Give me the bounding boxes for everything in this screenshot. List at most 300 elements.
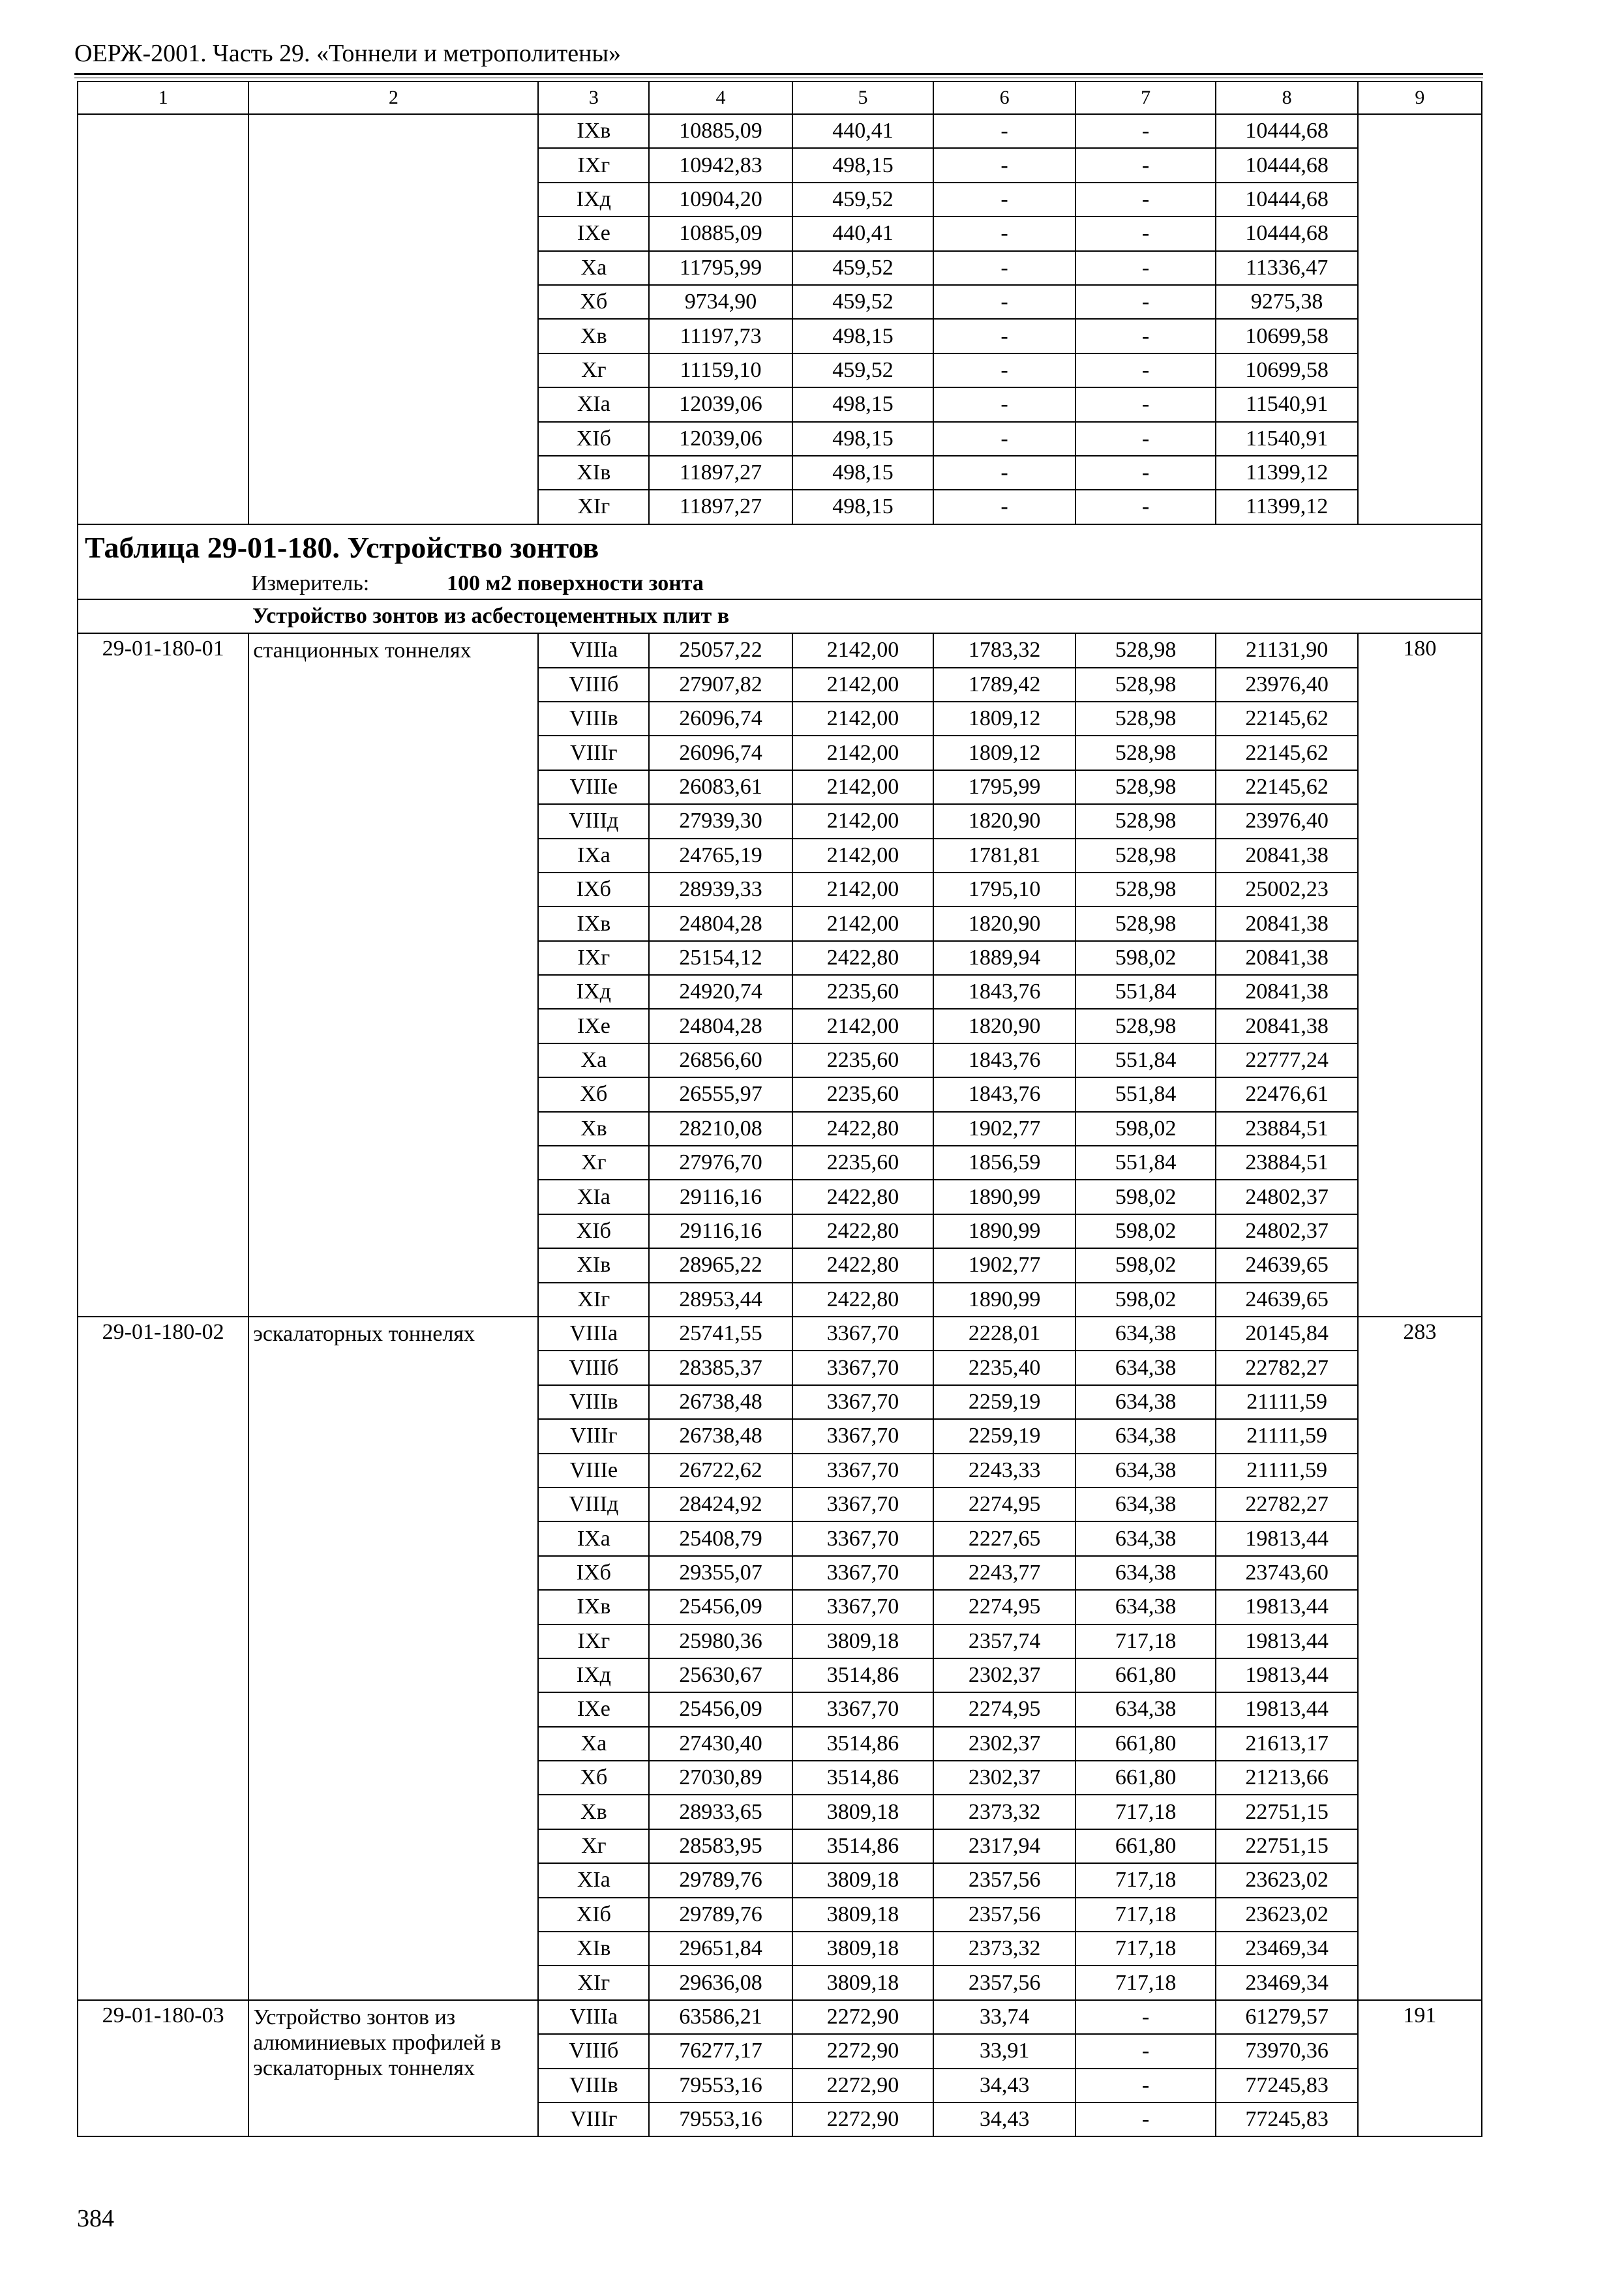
table-cell: 26096,74	[649, 736, 792, 770]
table-cell: 21131,90	[1216, 633, 1358, 667]
table-cell: 598,02	[1075, 1180, 1216, 1214]
subsection-row	[78, 599, 1482, 633]
column-number: 8	[1216, 82, 1358, 114]
table-cell: 717,18	[1075, 1966, 1216, 1999]
table-cell: 2235,40	[933, 1351, 1075, 1384]
column-number: 5	[792, 82, 934, 114]
table-cell: 528,98	[1075, 873, 1216, 906]
table-cell: -	[1075, 2069, 1216, 2102]
table-cell: 29116,16	[649, 1180, 792, 1214]
table-cell: 459,52	[792, 353, 934, 387]
table-cell: 73970,36	[1216, 2034, 1358, 2068]
table-cell: VIIIе	[538, 1454, 649, 1488]
table-cell: 2272,90	[792, 2069, 934, 2102]
blank-cell	[78, 114, 248, 524]
table-row	[78, 2000, 1482, 2034]
table-cell: -	[1075, 319, 1216, 353]
table-cell: 11399,12	[1216, 456, 1358, 490]
table-cell: 598,02	[1075, 1283, 1216, 1317]
table-cell: 19813,44	[1216, 1521, 1358, 1555]
table-cell: VIIIа	[538, 633, 649, 667]
table-cell: IXд	[538, 975, 649, 1009]
table-cell: 2422,80	[792, 941, 934, 975]
table-cell: VIIIа	[538, 2000, 649, 2034]
table-cell: VIIIб	[538, 1351, 649, 1384]
table-cell: 1820,90	[933, 804, 1075, 838]
header-rule	[74, 73, 1483, 75]
table-cell: -	[1075, 251, 1216, 285]
table-cell: 29636,08	[649, 1966, 792, 1999]
table-cell: Xб	[538, 1761, 649, 1795]
table-cell: 528,98	[1075, 668, 1216, 702]
table-cell: 22145,62	[1216, 736, 1358, 770]
table-cell: 79553,16	[649, 2069, 792, 2102]
table-cell: 551,84	[1075, 1146, 1216, 1180]
table-cell: 3367,70	[792, 1692, 934, 1726]
table-cell: 34,43	[933, 2102, 1075, 2136]
table-cell: -	[1075, 490, 1216, 524]
blank-cell	[248, 114, 538, 524]
table-cell: Xг	[538, 1146, 649, 1180]
table-cell: 11540,91	[1216, 422, 1358, 456]
table-cell: 2259,19	[933, 1419, 1075, 1453]
table-cell: 20841,38	[1216, 906, 1358, 940]
table-cell: 26096,74	[649, 702, 792, 736]
table-cell: 29789,76	[649, 1898, 792, 1932]
table-cell: 27976,70	[649, 1146, 792, 1180]
table-cell: 661,80	[1075, 1829, 1216, 1863]
table-cell: VIIIа	[538, 1317, 649, 1351]
table-cell: 34,43	[933, 2069, 1075, 2102]
table-cell: 11897,27	[649, 490, 792, 524]
table-cell: XIг	[538, 1283, 649, 1317]
column-number: 6	[933, 82, 1075, 114]
table-cell: 2272,90	[792, 2102, 934, 2136]
table-cell: 76277,17	[649, 2034, 792, 2068]
table-cell: 10444,68	[1216, 114, 1358, 148]
table-cell: 10699,58	[1216, 319, 1358, 353]
table-cell: 1889,94	[933, 941, 1075, 975]
table-cell: 3367,70	[792, 1556, 934, 1590]
table-cell: 11540,91	[1216, 387, 1358, 421]
table-cell: 19813,44	[1216, 1658, 1358, 1692]
table-cell: 2422,80	[792, 1180, 934, 1214]
table-cell: 28953,44	[649, 1283, 792, 1317]
table-cell: 26856,60	[649, 1043, 792, 1077]
table-row	[78, 1317, 1482, 1351]
table-cell: 634,38	[1075, 1556, 1216, 1590]
table-cell: 24802,37	[1216, 1180, 1358, 1214]
table-cell: 29651,84	[649, 1932, 792, 1966]
table-cell: 661,80	[1075, 1727, 1216, 1761]
table-cell: 2373,32	[933, 1932, 1075, 1966]
table-cell: 2142,00	[792, 873, 934, 906]
table-cell: IXг	[538, 941, 649, 975]
table-cell: VIIIд	[538, 1488, 649, 1521]
table-cell: VIIIб	[538, 668, 649, 702]
table-cell: 2142,00	[792, 736, 934, 770]
table-cell: 634,38	[1075, 1692, 1216, 1726]
table-cell: 2302,37	[933, 1727, 1075, 1761]
measure-line	[78, 566, 1481, 599]
table-cell: 634,38	[1075, 1488, 1216, 1521]
table-cell: 1820,90	[933, 906, 1075, 940]
table-cell: 528,98	[1075, 839, 1216, 873]
table-cell: 25630,67	[649, 1658, 792, 1692]
table-cell: 551,84	[1075, 1043, 1216, 1077]
table-cell: 2272,90	[792, 2000, 934, 2034]
table-cell: Xа	[538, 251, 649, 285]
table-cell: 24920,74	[649, 975, 792, 1009]
table-cell: -	[933, 148, 1075, 182]
table-cell: 2357,74	[933, 1624, 1075, 1658]
table-cell: 10444,68	[1216, 183, 1358, 217]
table-cell: IXг	[538, 148, 649, 182]
table-cell: 459,52	[792, 285, 934, 319]
table-cell: IXв	[538, 114, 649, 148]
table-cell: 11336,47	[1216, 251, 1358, 285]
table-cell: 3809,18	[792, 1795, 934, 1829]
table-cell: 3809,18	[792, 1966, 934, 1999]
table-cell: Xа	[538, 1043, 649, 1077]
table-cell: -	[1075, 2102, 1216, 2136]
table-cell: 528,98	[1075, 633, 1216, 667]
table-cell: -	[933, 217, 1075, 250]
table-cell: 1843,76	[933, 1043, 1075, 1077]
table-cell: -	[1075, 148, 1216, 182]
table-cell: 21111,59	[1216, 1419, 1358, 1453]
table-cell: 2235,60	[792, 1043, 934, 1077]
table-cell: 20841,38	[1216, 975, 1358, 1009]
table-cell: 634,38	[1075, 1454, 1216, 1488]
table-cell: 20841,38	[1216, 1009, 1358, 1043]
column-number: 3	[538, 82, 649, 114]
table-cell: -	[1075, 114, 1216, 148]
table-cell: 551,84	[1075, 975, 1216, 1009]
table-cell: IXе	[538, 217, 649, 250]
table-cell: 3809,18	[792, 1863, 934, 1897]
table-cell: 551,84	[1075, 1077, 1216, 1111]
table-cell: Xа	[538, 1727, 649, 1761]
table-cell: 3367,70	[792, 1590, 934, 1624]
table-cell: 2235,60	[792, 1146, 934, 1180]
table-cell: 22145,62	[1216, 702, 1358, 736]
table-cell: 3809,18	[792, 1932, 934, 1966]
column-number-row	[78, 82, 1482, 114]
column-number: 7	[1075, 82, 1216, 114]
table-cell: 23623,02	[1216, 1898, 1358, 1932]
table-cell: 498,15	[792, 148, 934, 182]
rate-description: станционных тоннелях	[248, 633, 538, 1317]
table-cell: 3514,86	[792, 1727, 934, 1761]
table-cell: -	[933, 114, 1075, 148]
table-cell: 2142,00	[792, 668, 934, 702]
table-cell: XIг	[538, 490, 649, 524]
table-cell: 79553,16	[649, 2102, 792, 2136]
table-cell: 26738,48	[649, 1385, 792, 1419]
table-cell: -	[933, 387, 1075, 421]
rate-description: эскалаторных тоннелях	[248, 1317, 538, 2000]
table-cell: VIIIд	[538, 804, 649, 838]
table-cell: 2274,95	[933, 1488, 1075, 1521]
table-cell: IXд	[538, 183, 649, 217]
table-cell: 661,80	[1075, 1761, 1216, 1795]
table-cell: 22145,62	[1216, 770, 1358, 804]
table-cell: 1781,81	[933, 839, 1075, 873]
table-cell: 77245,83	[1216, 2069, 1358, 2102]
table-cell: 21213,66	[1216, 1761, 1358, 1795]
table-cell: 10885,09	[649, 217, 792, 250]
table-cell: 498,15	[792, 319, 934, 353]
table-cell: 22476,61	[1216, 1077, 1358, 1111]
table-cell: 29116,16	[649, 1214, 792, 1248]
table-cell: 26722,62	[649, 1454, 792, 1488]
table-cell: 717,18	[1075, 1863, 1216, 1897]
table-cell: 661,80	[1075, 1658, 1216, 1692]
table-cell: XIб	[538, 1898, 649, 1932]
table-cell: 1843,76	[933, 1077, 1075, 1111]
table-cell: VIIIг	[538, 1419, 649, 1453]
table-cell: 528,98	[1075, 906, 1216, 940]
table-cell: 634,38	[1075, 1590, 1216, 1624]
table-cell: IXе	[538, 1009, 649, 1043]
table-cell: 10699,58	[1216, 353, 1358, 387]
table-cell: 23884,51	[1216, 1112, 1358, 1146]
table-row	[78, 114, 1482, 148]
table-cell: 498,15	[792, 456, 934, 490]
table-cell: -	[1075, 2034, 1216, 2068]
table-cell: 2317,94	[933, 1829, 1075, 1863]
table-cell: 27430,40	[649, 1727, 792, 1761]
table-cell: 634,38	[1075, 1317, 1216, 1351]
table-cell: 1856,59	[933, 1146, 1075, 1180]
table-cell: 2142,00	[792, 839, 934, 873]
table-cell: VIIIв	[538, 2069, 649, 2102]
table-title-cell	[78, 524, 1482, 600]
table-cell: 1783,32	[933, 633, 1075, 667]
table-cell: XIв	[538, 1932, 649, 1966]
table-cell: 27939,30	[649, 804, 792, 838]
table-cell: 28933,65	[649, 1795, 792, 1829]
table-cell: XIв	[538, 456, 649, 490]
table-cell: 528,98	[1075, 804, 1216, 838]
table-cell: 10444,68	[1216, 217, 1358, 250]
table-cell: 19813,44	[1216, 1692, 1358, 1726]
table-cell: Xв	[538, 1112, 649, 1146]
table-cell: XIб	[538, 422, 649, 456]
rate-col9: 191	[1358, 2000, 1482, 2137]
table-cell: 3809,18	[792, 1624, 934, 1658]
table-cell: VIIIб	[538, 2034, 649, 2068]
table-cell: 29789,76	[649, 1863, 792, 1897]
price-table-body	[78, 82, 1482, 2136]
table-cell: -	[933, 422, 1075, 456]
table-cell: XIб	[538, 1214, 649, 1248]
table-cell: 27030,89	[649, 1761, 792, 1795]
table-cell: VIIIв	[538, 1385, 649, 1419]
table-cell: 2274,95	[933, 1692, 1075, 1726]
table-row	[78, 633, 1482, 667]
rate-code: 29-01-180-03	[78, 2000, 248, 2137]
price-table	[77, 81, 1482, 2137]
table-cell: 2142,00	[792, 1009, 934, 1043]
table-cell: VIIIв	[538, 702, 649, 736]
table-cell: 9275,38	[1216, 285, 1358, 319]
table-cell: 28583,95	[649, 1829, 792, 1863]
table-cell: 26083,61	[649, 770, 792, 804]
table-cell: 19813,44	[1216, 1624, 1358, 1658]
table-cell: -	[1075, 217, 1216, 250]
table-cell: 2243,33	[933, 1454, 1075, 1488]
table-cell: -	[1075, 183, 1216, 217]
table-cell: 10885,09	[649, 114, 792, 148]
table-cell: 3367,70	[792, 1385, 934, 1419]
table-cell: 3809,18	[792, 1898, 934, 1932]
table-cell: 2142,00	[792, 633, 934, 667]
table-cell: 33,91	[933, 2034, 1075, 2068]
table-cell: 598,02	[1075, 1248, 1216, 1282]
table-cell: 12039,06	[649, 387, 792, 421]
table-cell: 717,18	[1075, 1898, 1216, 1932]
table-cell: 22777,24	[1216, 1043, 1358, 1077]
table-cell: 3367,70	[792, 1419, 934, 1453]
table-cell: 1795,10	[933, 873, 1075, 906]
table-cell: 2373,32	[933, 1795, 1075, 1829]
table-cell: 2274,95	[933, 1590, 1075, 1624]
table-cell: 717,18	[1075, 1795, 1216, 1829]
table-cell: XIв	[538, 1248, 649, 1282]
table-cell: 25741,55	[649, 1317, 792, 1351]
table-cell: 440,41	[792, 114, 934, 148]
page-header: ОЕРЖ-2001. Часть 29. «Тоннели и метрополитены»	[74, 40, 622, 67]
table-cell: XIа	[538, 1863, 649, 1897]
table-cell: 1902,77	[933, 1112, 1075, 1146]
table-cell: 2142,00	[792, 770, 934, 804]
table-cell: 28385,37	[649, 1351, 792, 1384]
table-cell: IXб	[538, 1556, 649, 1590]
table-cell: 717,18	[1075, 1932, 1216, 1966]
table-cell: 2422,80	[792, 1283, 934, 1317]
table-cell: 2142,00	[792, 906, 934, 940]
table-cell: 2357,56	[933, 1966, 1075, 1999]
column-number: 4	[649, 82, 792, 114]
table-cell: 23976,40	[1216, 804, 1358, 838]
table-cell: 61279,57	[1216, 2000, 1358, 2034]
table-cell: 11897,27	[649, 456, 792, 490]
table-title-row	[78, 524, 1482, 600]
rate-code: 29-01-180-01	[78, 633, 248, 1317]
table-cell: -	[1075, 387, 1216, 421]
table-cell: 498,15	[792, 490, 934, 524]
table-cell: 25408,79	[649, 1521, 792, 1555]
column-number: 2	[248, 82, 538, 114]
table-cell: 3367,70	[792, 1521, 934, 1555]
table-cell: 24804,28	[649, 1009, 792, 1043]
table-cell: 1795,99	[933, 770, 1075, 804]
table-cell: 19813,44	[1216, 1590, 1358, 1624]
table-title: Таблица 29-01-180. Устройство зонтов	[85, 530, 599, 564]
table-cell: 10942,83	[649, 148, 792, 182]
table-cell: 3514,86	[792, 1829, 934, 1863]
table-cell: 23743,60	[1216, 1556, 1358, 1590]
table-cell: 598,02	[1075, 941, 1216, 975]
table-cell: -	[1075, 422, 1216, 456]
table-cell: 2302,37	[933, 1658, 1075, 1692]
table-cell: 25154,12	[649, 941, 792, 975]
table-cell: XIа	[538, 387, 649, 421]
table-cell: 23884,51	[1216, 1146, 1358, 1180]
table-cell: 634,38	[1075, 1385, 1216, 1419]
measure-label: Измеритель:	[251, 571, 370, 596]
table-cell: 2227,65	[933, 1521, 1075, 1555]
table-cell: IXв	[538, 906, 649, 940]
table-cell: 3367,70	[792, 1351, 934, 1384]
table-cell: 9734,90	[649, 285, 792, 319]
table-cell: 63586,21	[649, 2000, 792, 2034]
table-cell: -	[1075, 2000, 1216, 2034]
table-cell: 1789,42	[933, 668, 1075, 702]
table-cell: 77245,83	[1216, 2102, 1358, 2136]
table-cell: -	[933, 456, 1075, 490]
column-number: 1	[78, 82, 248, 114]
table-cell: 3367,70	[792, 1488, 934, 1521]
table-cell: 23976,40	[1216, 668, 1358, 702]
table-cell: 22782,27	[1216, 1488, 1358, 1521]
table-cell: Xв	[538, 1795, 649, 1829]
table-cell: 24804,28	[649, 906, 792, 940]
table-cell: 528,98	[1075, 1009, 1216, 1043]
table-cell: 528,98	[1075, 770, 1216, 804]
table-cell: 1820,90	[933, 1009, 1075, 1043]
table-cell: IXг	[538, 1624, 649, 1658]
table-cell: 28939,33	[649, 873, 792, 906]
table-cell: 2422,80	[792, 1112, 934, 1146]
table-cell: 634,38	[1075, 1419, 1216, 1453]
table-cell: -	[933, 319, 1075, 353]
table-cell: IXв	[538, 1590, 649, 1624]
table-cell: 459,52	[792, 251, 934, 285]
table-cell: 10444,68	[1216, 148, 1358, 182]
table-cell: 2302,37	[933, 1761, 1075, 1795]
table-cell: 11795,99	[649, 251, 792, 285]
rate-col9: 180	[1358, 633, 1482, 1317]
table-cell: 25057,22	[649, 633, 792, 667]
table-cell: 2357,56	[933, 1898, 1075, 1932]
table-cell: IXа	[538, 1521, 649, 1555]
table-cell: 3514,86	[792, 1658, 934, 1692]
subsection-heading: Устройство зонтов из асбестоцементных плит в	[78, 599, 1482, 633]
table-cell: 2235,60	[792, 1077, 934, 1111]
table-cell: 2142,00	[792, 702, 934, 736]
table-cell: -	[933, 285, 1075, 319]
table-cell: 25002,23	[1216, 873, 1358, 906]
rate-col9: 283	[1358, 1317, 1482, 2000]
table-cell: 1890,99	[933, 1180, 1075, 1214]
table-cell: IXе	[538, 1692, 649, 1726]
table-cell: 21613,17	[1216, 1727, 1358, 1761]
table-cell: 29355,07	[649, 1556, 792, 1590]
table-cell: 22751,15	[1216, 1795, 1358, 1829]
table-cell: 2243,77	[933, 1556, 1075, 1590]
table-cell: 2422,80	[792, 1214, 934, 1248]
table-cell: 28965,22	[649, 1248, 792, 1282]
blank-cell	[1358, 114, 1482, 524]
table-cell: 498,15	[792, 387, 934, 421]
table-cell: 27907,82	[649, 668, 792, 702]
table-cell: 717,18	[1075, 1624, 1216, 1658]
table-cell: 28210,08	[649, 1112, 792, 1146]
table-cell: 598,02	[1075, 1112, 1216, 1146]
